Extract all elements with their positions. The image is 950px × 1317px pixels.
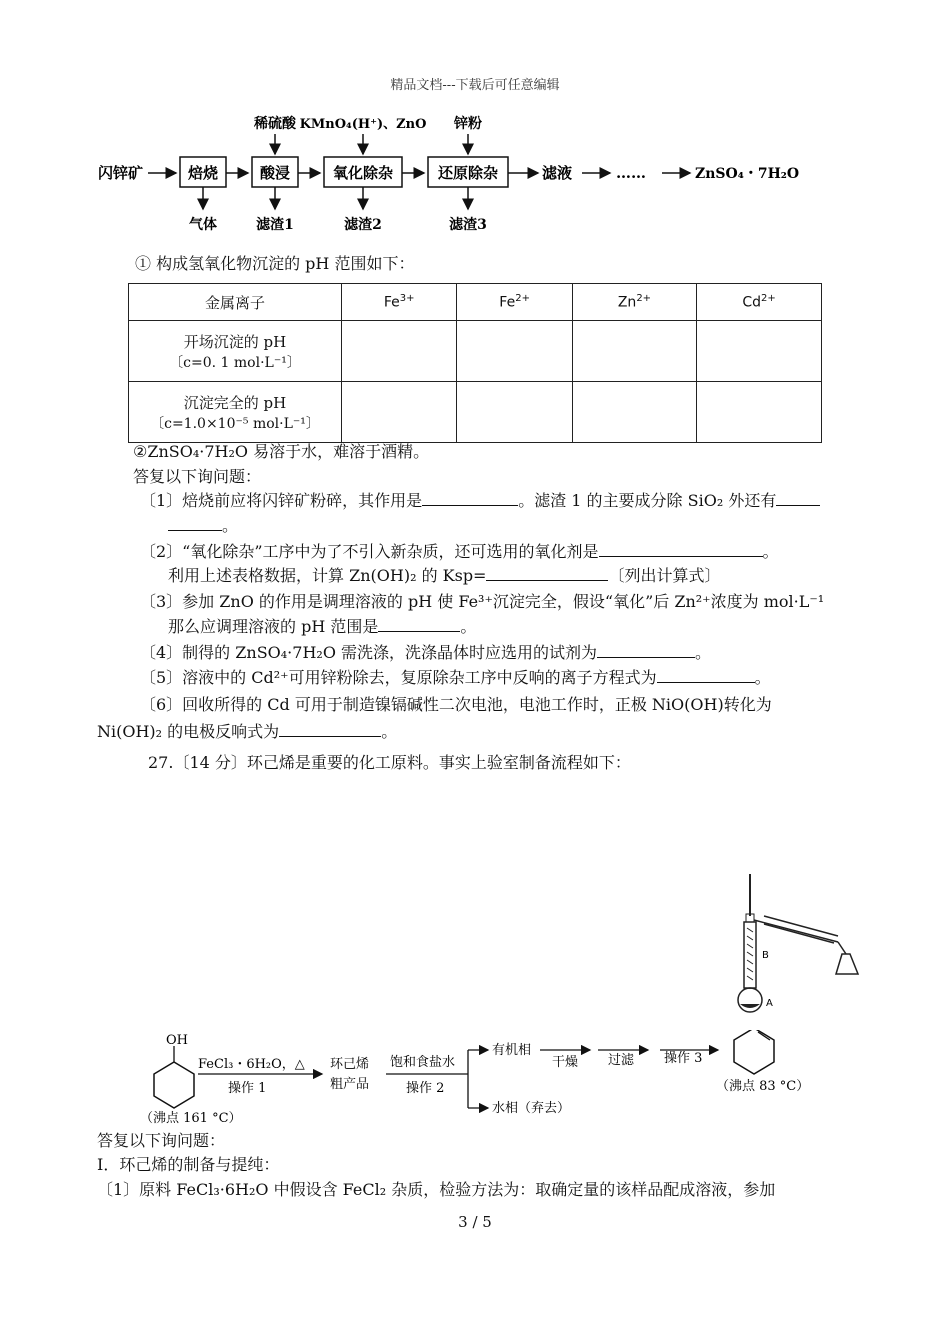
- answer-heading: 答复以下询问题：: [133, 467, 262, 486]
- th-zn2: $Zn^{2+}$: [572, 284, 696, 321]
- question-3-cont: 那么应调理溶液的 pH 范围是 。: [168, 617, 477, 636]
- flow-start: 闪锌矿: [98, 164, 144, 182]
- flow2-crude2: 粗产品: [330, 1077, 370, 1092]
- zinc-process-flowchart: [98, 112, 858, 237]
- flow2-bp1: （沸点 161 °C）: [140, 1111, 242, 1126]
- flow-dots: ……: [616, 164, 646, 182]
- row-start-ph-label: 开场沉淀的 pH 〔c=0. 1 mol·L⁻¹〕: [129, 321, 342, 382]
- ph-table: [128, 283, 822, 443]
- distillation-apparatus: [734, 870, 864, 1030]
- flow-reagent-zinc: 锌粉: [454, 116, 482, 132]
- flow-output-gas: 气体: [189, 217, 217, 233]
- apparatus-label-b: B: [762, 950, 769, 961]
- flow-reagent-oxidant: KMnO₄(H⁺)、ZnO: [299, 117, 427, 132]
- flow-step-oxidize: 氧化除杂: [332, 164, 394, 182]
- cell: [697, 382, 822, 443]
- th-fe2: $Fe^{2+}$: [457, 284, 572, 321]
- flow-product: ZnSO₄・7H₂O: [695, 166, 800, 182]
- row-complete-ph-label: 沉淀完全的 pH 〔c=1.0×10⁻⁵ mol·L⁻¹〕: [129, 382, 342, 443]
- table-intro: ① 构成氢氧化物沉淀的 pH 范围如下：: [135, 254, 415, 273]
- flow2-aqueous: 水相（弃去）: [492, 1101, 571, 1116]
- flow2-bp2: （沸点 83 °C）: [716, 1079, 810, 1094]
- cell: [697, 321, 822, 382]
- flow2-op1: 操作 1: [228, 1081, 267, 1096]
- flow-filtrate: 滤液: [542, 164, 573, 182]
- flow2-reagent: FeCl₃・6H₂O，△: [198, 1057, 305, 1072]
- apparatus-label-a: A: [766, 998, 773, 1009]
- flow2-crude1: 环己烯: [330, 1057, 370, 1072]
- cell: [572, 321, 696, 382]
- flow2-organic: 有机相: [492, 1043, 532, 1058]
- flow-step-leach: 酸浸: [259, 164, 291, 182]
- question-3: 〔3〕参加 ZnO 的作用是调理溶液的 pH 使 Fe³⁺沉淀完全，假设“氧化”后 Zn²⁺浓度为 mol·L⁻¹: [140, 592, 825, 611]
- flow-output-residue2: 滤渣2: [344, 217, 382, 233]
- question-2: 〔2〕“氧化除杂”工序中为了不引入新杂质，还可选用的氧化剂是 。: [140, 542, 779, 561]
- cell: [457, 321, 572, 382]
- question-6: 〔6〕回收所得的 Cd 可用于制造镍镉碱性二次电池，电池工作时，正极 NiO(OH)转化为: [140, 695, 772, 714]
- th-ion: 金属离子: [129, 284, 342, 321]
- flow-output-residue3: 滤渣3: [449, 217, 487, 233]
- question-1-cont: 。: [168, 516, 238, 536]
- question-1: 〔1〕焙烧前应将闪锌矿粉碎，其作用是 。滤渣 1 的主要成分除 SiO₂ 外还有: [140, 491, 820, 511]
- cell: [342, 321, 457, 382]
- th-fe3: $Fe^{3+}$: [342, 284, 457, 321]
- cyclohexene-flowchart: [138, 1030, 838, 1130]
- flow-step-roast: 焙烧: [187, 164, 219, 182]
- page-number: 3 / 5: [458, 1213, 492, 1231]
- question-5: 〔5〕溶液中的 Cd²⁺可用锌粉除去，复原除杂工序中反响的离子方程式为 。: [140, 668, 771, 687]
- answer-heading-2: 答复以下询问题：: [97, 1131, 226, 1150]
- flow2-filter: 过滤: [608, 1053, 635, 1068]
- question-2-ksp: 利用上述表格数据，计算 Zn(OH)₂ 的 Ksp= 〔列出计算式〕: [168, 566, 721, 585]
- flow2-oh: OH: [166, 1033, 188, 1048]
- flow2-op3: 操作 3: [664, 1051, 703, 1066]
- cell: [342, 382, 457, 443]
- flow-reagent-acid: 稀硫酸: [254, 116, 296, 132]
- note-2: ②ZnSO₄·7H₂O 易溶于水，难溶于酒精。: [133, 442, 430, 461]
- th-cd2: $Cd^{2+}$: [697, 284, 822, 321]
- question-4: 〔4〕制得的 ZnSO₄·7H₂O 需洗涤，洗涤晶体时应选用的试剂为 。: [140, 643, 712, 662]
- question-6-cont: Ni(OH)₂ 的电极反响式为 。: [97, 722, 398, 741]
- flow2-dry: 干燥: [552, 1055, 579, 1070]
- page-header: 精品文档---下载后可任意编辑: [390, 78, 560, 93]
- flow2-brine: 饱和食盐水: [390, 1055, 456, 1070]
- section-1-title: Ⅰ．环己烯的制备与提纯：: [97, 1155, 280, 1174]
- flow2-op2: 操作 2: [406, 1081, 445, 1096]
- flow-step-reduce: 还原除杂: [437, 164, 499, 182]
- flow-output-residue1: 滤渣1: [256, 217, 294, 233]
- section-1-p1: 〔1〕原料 FeCl₃·6H₂O 中假设含 FeCl₂ 杂质，检验方法为：取确定量的该样品配成溶液，参加: [97, 1180, 776, 1199]
- cell: [572, 382, 696, 443]
- cell: [457, 382, 572, 443]
- question-27-title: 27.〔14 分〕环己烯是重要的化工原料。事实上验室制备流程如下：: [148, 753, 631, 772]
